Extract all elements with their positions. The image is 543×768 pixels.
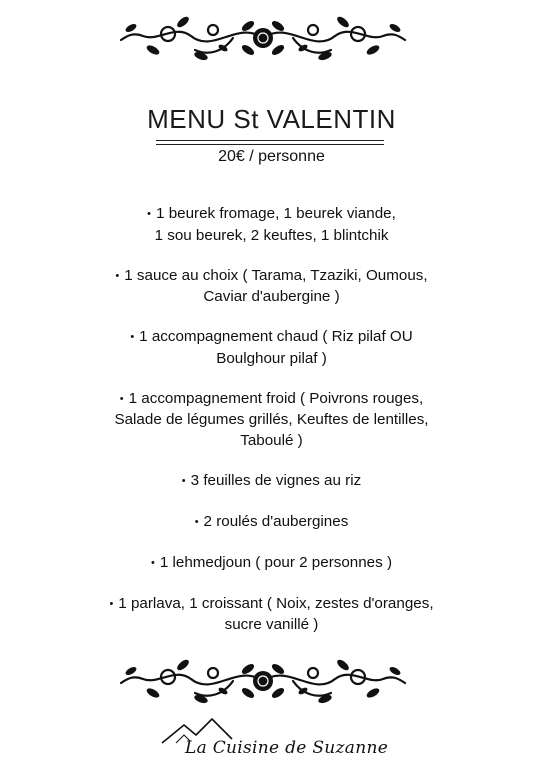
menu-item: [0, 471, 543, 493]
menu-item-line: 1 sou beurek, 2 keuftes, 1 blintchik: [154, 226, 389, 244]
menu-item: [0, 266, 543, 308]
menu-title: MENU St VALENTIN: [147, 104, 396, 134]
menu-price: 20€ / personne: [218, 148, 325, 165]
menu-items-list: [0, 204, 543, 655]
rose-vine-ornament-icon: [113, 655, 413, 707]
menu-item-line: Caviar d'aubergine ): [203, 288, 340, 305]
title-divider: [156, 140, 384, 141]
menu-item: [0, 327, 543, 369]
menu-item-line: 1 beurek fromage, 1 beurek viande,: [156, 205, 396, 222]
bullet-icon: •: [119, 392, 124, 405]
menu-item-line: 1 accompagnement froid ( Poivrons rouges,: [128, 389, 424, 407]
menu-item-line: 2 roulés d'aubergines: [203, 512, 349, 530]
title-divider: [156, 144, 384, 145]
bullet-icon: •: [109, 597, 114, 610]
menu-item: [0, 594, 543, 636]
menu-item-line: Boulghour pilaf ): [216, 349, 327, 367]
menu-item: [0, 204, 543, 246]
menu-item-line: sucre vanillé ): [224, 616, 319, 633]
bullet-icon: •: [194, 515, 199, 528]
bullet-icon: •: [150, 556, 155, 569]
menu-item-line: 3 feuilles de vignes au riz: [190, 471, 362, 489]
bullet-icon: •: [181, 474, 186, 487]
menu-item-line: 1 accompagnement chaud ( Riz pilaf OU: [139, 328, 413, 345]
menu-item: [0, 389, 543, 452]
menu-item-line: 1 lehmedjoun ( pour 2 personnes ): [159, 553, 393, 571]
brand-name: La Cuisine de Suzanne: [185, 738, 389, 758]
bullet-icon: •: [115, 269, 120, 282]
menu-item-line: Taboulé ): [240, 431, 303, 449]
bullet-icon: •: [130, 331, 135, 343]
menu-item-line: 1 parlava, 1 croissant ( Noix, zestes d'oranges,: [118, 594, 434, 612]
rose-vine-ornament-icon: [113, 12, 413, 64]
menu-item-line: 1 sauce au choix ( Tarama, Tzaziki, Oumous,: [124, 266, 428, 284]
menu-item: [0, 512, 543, 534]
menu-item-line: Salade de légumes grillés, Keuftes de lentilles,: [114, 411, 429, 428]
menu-item: [0, 553, 543, 575]
bullet-icon: •: [147, 208, 152, 220]
